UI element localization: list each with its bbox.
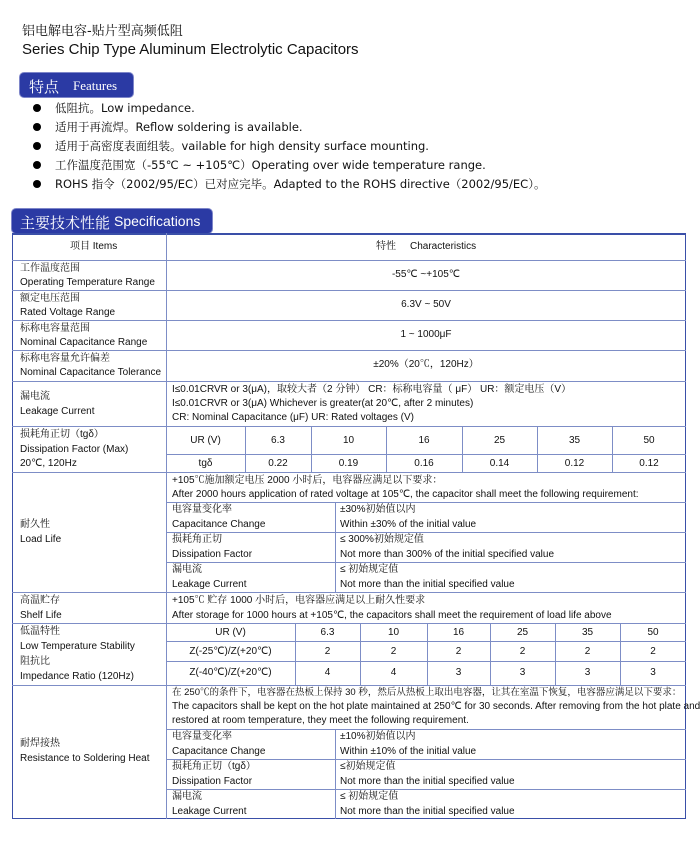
life-item-value-cn: ≤ 初始规定值 <box>340 564 399 575</box>
lowt-voltage: 35 <box>581 627 594 638</box>
solder-item-value-en: Not more than the initial specified value <box>340 776 515 787</box>
bullet-icon <box>33 123 41 131</box>
lowt-ratio-value: 3 <box>584 667 591 678</box>
shelf-label-en: Shelf Life <box>20 610 62 621</box>
df-voltage: 16 <box>418 435 430 446</box>
cap-label-cn: 标称电容量范围 <box>20 323 90 334</box>
solder-item-value-cn: ≤初始规定值 <box>340 761 396 772</box>
solder-line-2: The capacitors shall be kept on the hot plate maintained at 250℃ for 30 seconds. After removing from the hot plate and <box>172 701 700 712</box>
features-banner <box>20 73 133 97</box>
title-chinese: 铝电解电容-贴片型高频低阻 <box>22 24 183 39</box>
df-value: 0.12 <box>639 458 659 469</box>
life-item-value-en: Not more than 300% of the initial specified value <box>340 549 555 560</box>
bullet-icon <box>33 161 41 169</box>
lowt-ratio-value: 2 <box>519 646 526 657</box>
title-english: Series Chip Type Aluminum Electrolytic Capacitors <box>22 41 359 58</box>
volt-label-cn: 额定电压范围 <box>20 293 80 304</box>
volt-value: 6.3V ~ 50V <box>401 299 451 310</box>
header-characteristics-cn: 特性 <box>376 241 396 252</box>
solder-item-label-cn: 损耗角正切（tgδ） <box>172 761 256 772</box>
df-value: 0.19 <box>338 458 359 469</box>
lowt-label-cn: 低温特性 <box>20 626 60 637</box>
df-voltage: 25 <box>493 435 506 446</box>
life-item-label-en: Leakage Current <box>172 579 247 590</box>
lowt-voltage: 10 <box>387 627 400 638</box>
lowt-ratio-value: 4 <box>324 667 331 678</box>
solder-item-label-en: Capacitance Change <box>172 746 266 757</box>
life-item-label-cn: 损耗角正切 <box>172 534 222 545</box>
lowt-ratio-value: 2 <box>650 646 656 657</box>
cap-label-en: Nominal Capacitance Range <box>20 337 148 348</box>
solder-item-value-en: Not more than the initial specified value <box>340 806 515 817</box>
feature-item: ROHS 指令（2002/95/EC）已对应完毕。Adapted to the ROHS directive（2002/95/EC）。 <box>30 176 690 195</box>
solder-line-1: 在 250℃的条件下，电容器在热板上保持 30 秒，然后从热板上取出电容器，让其在室温下恢复，电容器应满足以下要求： <box>172 687 682 698</box>
df-label-en: Dissipation Factor (Max) <box>20 444 129 455</box>
leak-line-3: CR: Nominal Capacitance (μF) UR: Rated voltages (V) <box>172 412 414 423</box>
lowt-ratio-2: Z(-40℃)/Z(+20℃) <box>189 667 272 678</box>
tol-value: ±20%（20℃，120Hz） <box>373 359 479 370</box>
lowt-voltage: 50 <box>647 627 659 638</box>
lowt-ratio-value: 4 <box>390 667 397 678</box>
df-voltage: 10 <box>342 435 355 446</box>
life-item-value-cn: ≤ 300%初始规定值 <box>340 534 424 545</box>
feature-item: 适用于高密度表面组装。vailable for high density surface mounting. <box>30 138 690 157</box>
df-label-cn: 损耗角正切（tgδ） <box>20 429 104 440</box>
lowt-ratio-value: 2 <box>390 646 397 657</box>
impedance-label-cn: 阻抗比 <box>20 656 50 667</box>
header-characteristics-en: Characteristics <box>410 241 477 252</box>
lowt-voltage: 25 <box>516 627 529 638</box>
life-label-cn: 耐久性 <box>20 519 50 530</box>
life-line-2: After 2000 hours application of rated voltage at 105℃, the capacitor shall meet the following requirement: <box>172 489 639 500</box>
cap-value: 1 ~ 1000μF <box>400 329 452 340</box>
bullet-icon <box>33 180 41 188</box>
solder-line-3: restored at room temperature, they meet the following requirement. <box>172 715 469 726</box>
solder-item-value-cn: ±10%初始值以内 <box>340 731 416 742</box>
df-voltage: 6.3 <box>271 435 285 446</box>
life-line-1: +105℃施加额定电压 2000 小时后，电容器应满足以下要求： <box>172 475 443 486</box>
solder-item-label-cn: 漏电流 <box>172 791 202 802</box>
df-value: 0.16 <box>414 458 434 469</box>
df-label-cond: 20℃, 120Hz <box>20 458 77 469</box>
lowt-ratio-value: 3 <box>519 667 526 678</box>
df-value: 0.14 <box>489 458 510 469</box>
df-value: 0.22 <box>268 458 288 469</box>
specifications-banner <box>12 209 212 233</box>
feature-item: 低阻抗。Low impedance. <box>30 100 690 119</box>
life-item-value-en: Within ±30% of the initial value <box>340 519 477 530</box>
solder-item-label-en: Leakage Current <box>172 806 247 817</box>
leak-line-1: I≤0.01CRVR or 3(μA)，取较大者（2 分钟） CR：标称电容量（ μF） UR：额定电压（V） <box>172 384 572 395</box>
shelf-line-2: After storage for 1000 hours at +105℃, the capacitors shall meet the requirement of load life above <box>172 610 612 621</box>
solder-item-value-cn: ≤ 初始规定值 <box>340 791 399 802</box>
shelf-line-1: +105℃ 贮存 1000 小时后，电容器应满足以上耐久性要求 <box>172 595 426 606</box>
lowt-ratio-value: 2 <box>584 646 591 657</box>
life-item-label-cn: 电容量变化率 <box>172 504 232 515</box>
df-voltage: 50 <box>643 435 655 446</box>
impedance-label-en: Impedance Ratio (120Hz) <box>20 671 134 682</box>
life-label-en: Load Life <box>20 534 62 545</box>
solder-label-en: Resistance to Soldering Heat <box>20 753 150 764</box>
lowt-voltage: 6.3 <box>320 627 335 638</box>
leak-label-en: Leakage Current <box>20 406 95 417</box>
specifications-banner-cn: 主要技术性能 <box>20 214 111 232</box>
solder-item-label-en: Dissipation Factor <box>172 776 253 787</box>
tol-label-en: Nominal Capacitance Tolerance <box>20 367 162 378</box>
tol-label-cn: 标称电容量允许偏差 <box>20 353 110 364</box>
temp-value: -55℃ ~+105℃ <box>391 269 461 280</box>
feature-item: 适用于再流焊。Reflow soldering is available. <box>30 119 690 138</box>
life-item-label-en: Capacitance Change <box>172 519 266 530</box>
solder-item-value-en: Within ±10% of the initial value <box>340 746 477 757</box>
leak-line-2: I≤0.01CRVR or 3(μA) Whichever is greater(at 20℃, after 2 minutes) <box>172 398 474 409</box>
lowt-ratio-1: Z(-25℃)/Z(+20℃) <box>189 646 272 657</box>
shelf-label-cn: 高温贮存 <box>20 595 60 606</box>
temp-label-en: Operating Temperature Range <box>20 277 155 288</box>
lowt-ratio-value: 3 <box>650 667 656 678</box>
bullet-icon <box>33 104 41 112</box>
life-item-label-cn: 漏电流 <box>172 564 202 575</box>
header-items: 项目 Items <box>70 241 118 252</box>
features-banner-en: Features <box>73 78 118 93</box>
life-item-value-en: Not more than the initial specified value <box>340 579 515 590</box>
life-item-label-en: Dissipation Factor <box>172 549 253 560</box>
life-item-value-cn: ±30%初始值以内 <box>340 504 416 515</box>
volt-label-en: Rated Voltage Range <box>20 307 116 318</box>
features-banner-cn: 特点 <box>29 78 60 96</box>
feature-item: 工作温度范围宽（-55℃ ~ +105℃）Operating over wide temperature range. <box>30 157 690 176</box>
lowt-ratio-value: 3 <box>455 667 462 678</box>
df-tg-label: tgδ <box>198 458 213 469</box>
df-voltage: 35 <box>568 435 581 446</box>
specifications-banner-en: Specifications <box>114 213 201 229</box>
solder-label-cn: 耐焊接热 <box>20 738 60 749</box>
temp-label-cn: 工作温度范围 <box>20 263 80 274</box>
lowt-label-en: Low Temperature Stability <box>20 641 135 652</box>
solder-item-label-cn: 电容量变化率 <box>172 731 232 742</box>
features-list <box>30 100 690 195</box>
bullet-icon <box>33 142 41 150</box>
df-ur-label: UR (V) <box>190 435 221 446</box>
lowt-ratio-value: 2 <box>455 646 462 657</box>
leak-label-cn: 漏电流 <box>20 391 50 402</box>
lowt-ratio-value: 2 <box>324 646 331 657</box>
df-value: 0.12 <box>564 458 585 469</box>
lowt-ur-label: UR (V) <box>215 627 246 638</box>
lowt-voltage: 16 <box>452 627 465 638</box>
